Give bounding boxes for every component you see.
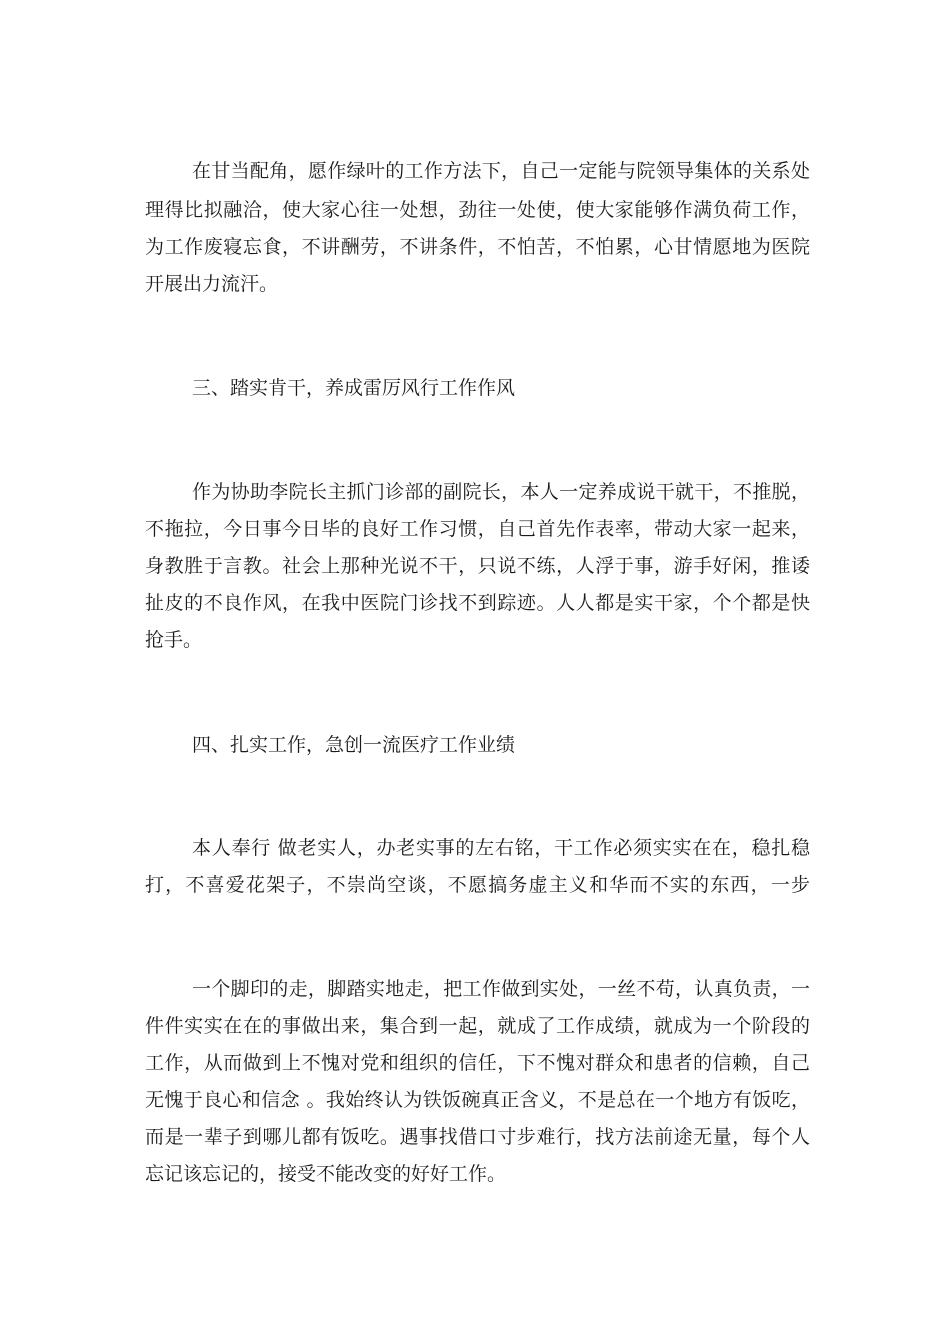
paragraph-line: 为工作废寝忘食，不讲酬劳，不讲条件，不怕苦，不怕累，心甘情愿地为医院 [145, 236, 810, 258]
paragraph-line: 件件实实在在的事做出来，集合到一起，就成了工作成绩，就成为一个阶段的 [145, 1015, 810, 1037]
section-heading: 三、踏实肯干，养成雷厉风行工作作风 [192, 377, 516, 399]
paragraph-line: 无愧于良心和信念 。我始终认为铁饭碗真正含义，不是总在一个地方有饭吃， [145, 1089, 810, 1111]
paragraph-line: 扯皮的不良作风，在我中医院门诊找不到踪迹。人人都是实干家，个个都是快 [145, 592, 810, 614]
section-heading: 四、扎实工作，急创一流医疗工作业绩 [192, 734, 516, 756]
paragraph-line: 在甘当配角，愿作绿叶的工作方法下，自己一定能与院领导集体的关系处 [192, 160, 810, 182]
paragraph-line: 本人奉行 做老实人，办老实事的左右铭，干工作必须实实在在，稳扎稳 [192, 837, 810, 859]
paragraph-line: 一个脚印的走，脚踏实地走，把工作做到实处，一丝不苟，认真负责，一 [192, 978, 810, 1000]
paragraph-line: 打，不喜爱花架子，不崇尚空谈，不愿搞务虚主义和华而不实的东西，一步 [145, 874, 810, 896]
paragraph-line: 作为协助李院长主抓门诊部的副院长，本人一定养成说干就干，不推脱， [192, 481, 810, 503]
paragraph-line: 抢手。 [145, 629, 203, 651]
paragraph-line: 不拖拉，今日事今日毕的良好工作习惯，自己首先作表率，带动大家一起来， [145, 518, 810, 540]
paragraph-line: 理得比拟融洽，使大家心往一处想，劲往一处使，使大家能够作满负荷工作， [145, 199, 810, 221]
paragraph-line: 忘记该忘记的，接受不能改变的好好工作。 [145, 1163, 507, 1185]
paragraph-line: 而是一辈子到哪儿都有饭吃。遇事找借口寸步难行，找方法前途无量，每个人 [145, 1126, 810, 1148]
paragraph-line: 工作，从而做到上不愧对党和组织的信任，下不愧对群众和患者的信赖，自己 [145, 1052, 810, 1074]
paragraph-line: 开展出力流汗。 [145, 273, 279, 295]
paragraph-line: 身教胜于言教。社会上那种光说不干，只说不练，人浮于事，游手好闲，推诿 [145, 555, 810, 577]
